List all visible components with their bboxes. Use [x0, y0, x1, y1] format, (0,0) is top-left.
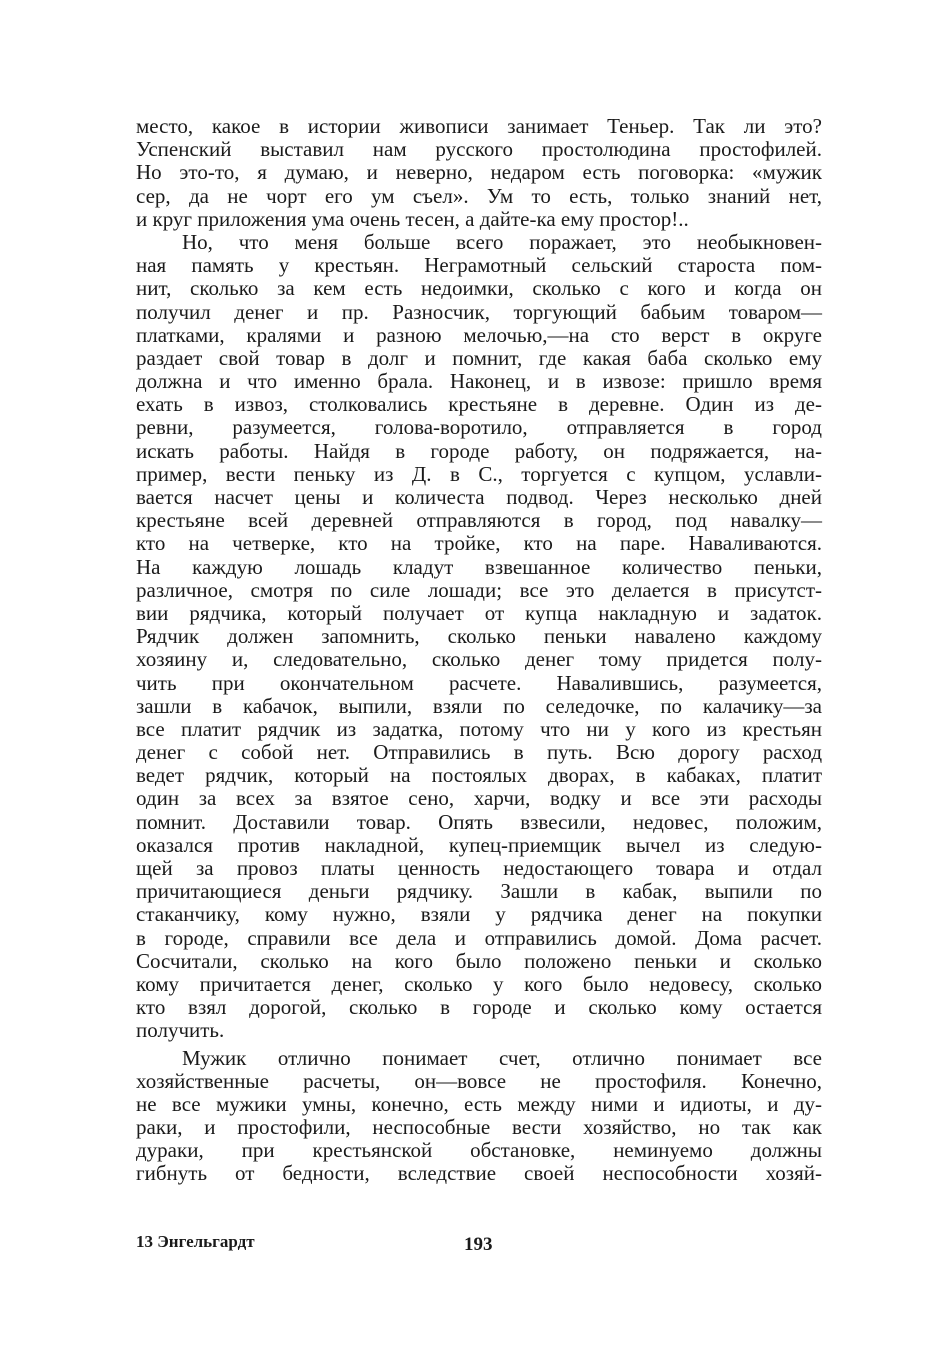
paragraph-3	[136, 1047, 822, 1186]
text-line: кто взял дорогой, сколько в городе и сколько кому остается	[136, 995, 822, 1020]
text-line: На каждую лошадь кладут взвешанное количество пеньки,	[136, 554, 822, 579]
text-line: дураки, при крестьянской обстановке, неминуемо должны	[136, 1138, 822, 1163]
text-line: пример, вести пеньку из Д. в С., торгуется с купцом, уславли-	[136, 461, 822, 486]
text-line: Успенский выставил нам русского простолюдина простофилей.	[136, 137, 822, 162]
text-line: кому причитается денег, сколько у кого было недовесу, сколько	[136, 971, 822, 996]
paragraph-2	[136, 231, 822, 1043]
text-line: вается насчет цены и количеста подвод. Через несколько дней	[136, 485, 822, 509]
text-line: Рядчик должен запомнить, сколько пеньки навалено каждому	[136, 624, 822, 649]
text-line: гибнуть от бедности, вследствие своей неспособности хозяй-	[136, 1161, 822, 1186]
text-line: Но, что меня больше всего поражает, это необыкновен-	[182, 229, 822, 254]
text-line: крестьяне всей деревней отправляются в город, под навалку—	[136, 508, 822, 533]
text-line: искать работы. Найдя в городе работу, он подряжается, на-	[136, 438, 822, 463]
text-line: ведет рядчик, который на постоялых дворах, в кабаках, платит	[136, 763, 822, 788]
text-line: и круг приложения ума очень тесен, а дайте-ка ему простор!..	[136, 206, 689, 231]
text-line: причитающиеся деньги рядчику. Зашли в кабак, выпили по	[136, 879, 822, 904]
footer-signature: 13 Энгельгардт	[136, 1232, 255, 1251]
text-line: нит, сколько за кем есть недоимки, сколько с кого и когда он	[136, 276, 822, 301]
text-line: Но это-то, я думаю, и неверно, недаром есть поговорка: «мужик	[136, 160, 822, 185]
text-line: помнит. Доставили товар. Опять взвесили, недовес, положим,	[136, 809, 822, 834]
text-line: кто на четверке, кто на тройке, кто на паре. Наваливаются.	[136, 531, 822, 556]
text-line: Сосчитали, сколько на кого было положено пеньки и сколько	[136, 948, 822, 973]
text-line: хозяйственные расчеты, он—вовсе не простофиля. Конечно,	[136, 1068, 822, 1093]
text-line: получил денег и пр. Разносчик, торгующий бабьим товаром—	[136, 299, 822, 324]
text-line: ная память у крестьян. Неграмотный сельский староста пом-	[136, 253, 822, 278]
text-line: ехать в извоз, столковались крестьяне в деревне. Один из де-	[136, 392, 822, 417]
text-line: место, какое в истории живописи занимает Теньер. Так ли это?	[136, 114, 822, 138]
text-line: ревни, разумеется, голова-воротило, отправляется в город	[136, 415, 822, 440]
text-line: должна и что именно брала. Наконец, и в извозе: пришло время	[136, 369, 822, 394]
text-line: получить.	[136, 1018, 225, 1043]
text-line: оказался против накладной, купец-приемщик вычел из следую-	[136, 832, 822, 857]
text-line: различное, смотря по силе лошади; все это делается в присутст-	[136, 577, 822, 602]
text-line: щей за провоз платы ценность недостающего товара и отдал	[136, 856, 822, 880]
text-line: раки, и простофили, неспособные вести хозяйство, но так как	[136, 1115, 822, 1140]
text-line: все платит рядчик из задатка, потому что ни у кого из крестьян	[136, 716, 822, 741]
page-number: 193	[464, 1234, 493, 1255]
text-line: не все мужики умны, конечно, есть между ними и идиоты, и ду-	[136, 1091, 822, 1116]
text-line: платками, кралями и разною мелочью,—на сто верст в округе	[136, 322, 822, 347]
text-line: денег с собой нет. Отправились в путь. Всю дорогу расход	[136, 740, 822, 765]
text-line: в городе, справили все дела и отправились домой. Дома расчет.	[136, 925, 822, 950]
body-text	[136, 115, 822, 1186]
text-line: Мужик отлично понимает счет, отлично понимает все	[182, 1045, 822, 1070]
text-line: вии рядчика, который получает от купца накладную и задаток.	[136, 600, 822, 625]
text-line: чить при окончательном расчете. Навалившись, разумеется,	[136, 670, 822, 695]
text-line: хозяину и, следовательно, сколько денег тому придется полу-	[136, 647, 822, 672]
text-line: один за всех за взятое сено, харчи, водку и все эти расходы	[136, 786, 822, 811]
text-line: стаканчику, кому нужно, взяли у рядчика денег на покупки	[136, 902, 822, 927]
text-line: зашли в кабачок, выпили, взяли по селедочке, по калачику—за	[136, 693, 822, 718]
text-line: сер, да не чорт его ум съел». Ум то есть, только знаний нет,	[136, 183, 822, 208]
text-line: раздает свой товар в долг и помнит, где какая баба сколько ему	[136, 345, 822, 370]
paragraph-1	[136, 115, 822, 231]
